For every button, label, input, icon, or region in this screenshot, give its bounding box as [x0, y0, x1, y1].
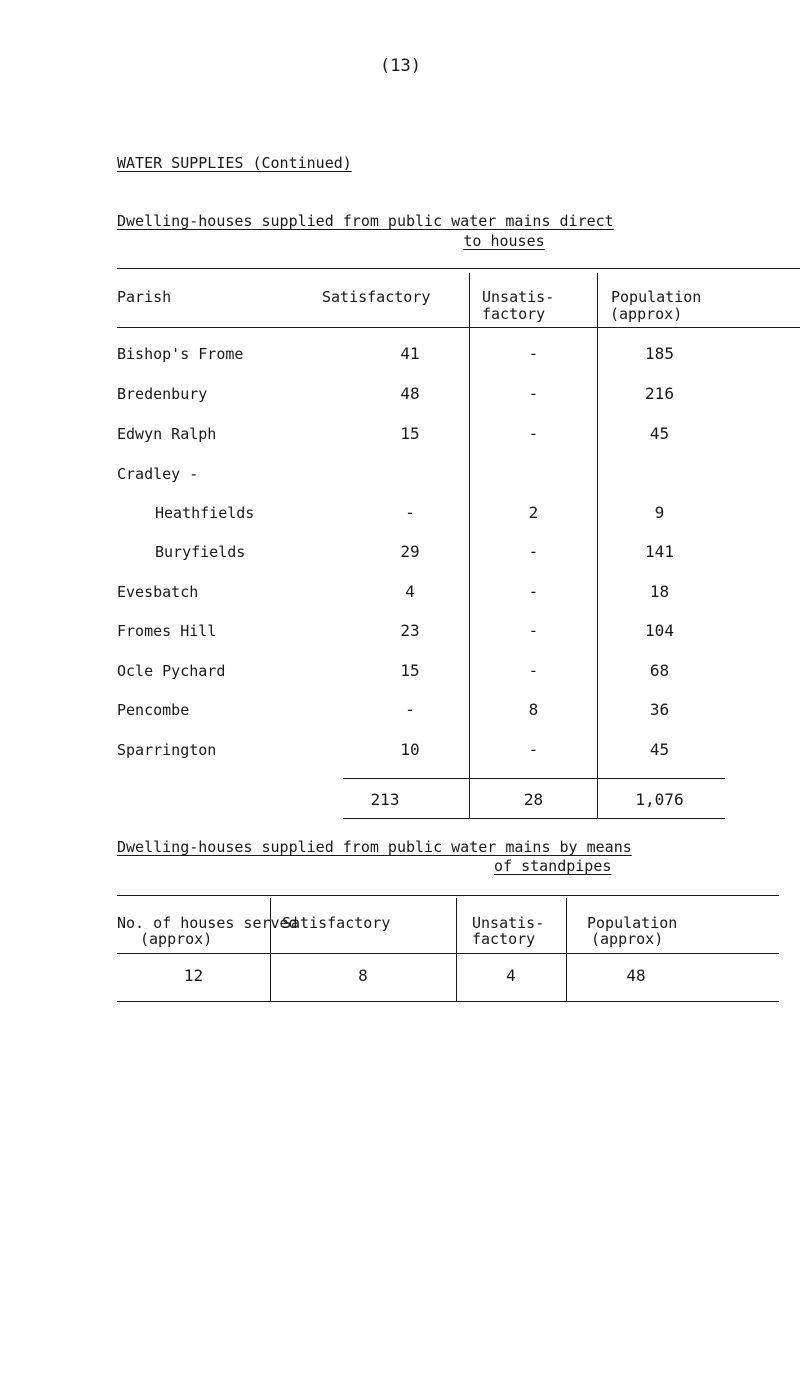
row-satisfactory: -	[405, 700, 415, 719]
row-population: 185	[645, 344, 674, 363]
table1-header-parish: Parish	[117, 288, 172, 306]
table1-top-rule	[117, 268, 800, 269]
row-satisfactory: 15	[400, 424, 420, 443]
table1-header-rule	[117, 327, 800, 328]
row-population: 36	[649, 700, 670, 719]
row-parish: Bredenbury	[117, 385, 208, 403]
row-satisfactory: 29	[400, 542, 420, 561]
table2-header-houses-2: (approx)	[140, 930, 213, 948]
row-unsatisfactory: 2	[528, 503, 539, 522]
row-population: 216	[645, 384, 674, 403]
row-population: 9	[654, 503, 665, 522]
table2-title-line1: Dwelling-houses supplied from public water mains by means	[117, 838, 632, 856]
row-unsatisfactory: -	[528, 740, 539, 759]
row-parish: Bishop's Frome	[117, 345, 244, 363]
row-population: 68	[649, 661, 670, 680]
table1-total-rule-bottom	[343, 818, 725, 819]
table2-header-rule	[117, 953, 779, 954]
table1-header-unsatisfactory-2: factory	[482, 305, 546, 323]
row-houses: 12	[183, 966, 204, 985]
table2-top-rule	[117, 895, 779, 896]
table1-header-population-2: (approx)	[610, 305, 683, 323]
table2-header-unsatisfactory-2: factory	[472, 930, 536, 948]
row-population: 104	[645, 621, 674, 640]
row-population: 48	[626, 966, 646, 985]
row-parish: Cradley -	[117, 465, 199, 483]
table1-header-population-1: Population	[611, 288, 702, 306]
row-satisfactory: 23	[400, 621, 420, 640]
page-number: (13)	[380, 56, 421, 76]
row-unsatisfactory: -	[528, 621, 539, 640]
row-population: 45	[649, 424, 670, 443]
row-unsatisfactory: 8	[528, 700, 539, 719]
row-parish: Sparrington	[117, 741, 217, 759]
row-parish: Fromes Hill	[117, 622, 217, 640]
row-satisfactory: 15	[400, 661, 420, 680]
row-parish: Buryfields	[155, 543, 246, 561]
total-population: 1,076	[635, 790, 684, 809]
table1-total-rule-top	[343, 778, 725, 779]
table2-divider-3	[566, 898, 567, 1002]
row-satisfactory: 4	[405, 582, 415, 601]
total-satisfactory: 213	[370, 790, 400, 809]
row-population: 141	[645, 542, 674, 561]
row-satisfactory: 10	[400, 740, 420, 759]
row-unsatisfactory: -	[528, 384, 539, 403]
row-unsatisfactory: -	[528, 424, 539, 443]
table2-header-unsatisfactory-1: Unsatis-	[472, 914, 545, 932]
table2-bottom-rule	[117, 1001, 779, 1002]
row-population: 45	[649, 740, 670, 759]
row-unsatisfactory: -	[528, 582, 539, 601]
table2-header-population-1: Population	[587, 914, 678, 932]
row-parish: Evesbatch	[117, 583, 199, 601]
table2-header-satisfactory: Satisfactory	[282, 914, 391, 932]
row-unsatisfactory: -	[528, 344, 539, 363]
table2-divider-2	[456, 898, 457, 1002]
row-parish: Heathfields	[155, 504, 255, 522]
total-unsatisfactory: 28	[523, 790, 544, 809]
table1-title-line2: to houses	[463, 232, 545, 250]
row-satisfactory: 41	[400, 344, 420, 363]
table2-header-houses-1: No. of houses served	[117, 914, 298, 932]
table1-header-unsatisfactory-1: Unsatis-	[482, 288, 555, 306]
row-satisfactory: -	[405, 503, 415, 522]
row-parish: Edwyn Ralph	[117, 425, 217, 443]
table2-title-line2: of standpipes	[494, 857, 612, 875]
table2-header-population-2: (approx)	[591, 930, 664, 948]
row-unsatisfactory: -	[528, 542, 539, 561]
row-unsatisfactory: 4	[506, 966, 516, 985]
row-population: 18	[649, 582, 670, 601]
row-parish: Ocle Pychard	[117, 662, 226, 680]
table1-header-satisfactory: Satisfactory	[322, 288, 431, 306]
row-satisfactory: 8	[358, 966, 368, 985]
row-parish: Pencombe	[117, 701, 190, 719]
row-unsatisfactory: -	[528, 661, 539, 680]
table1-title-line1: Dwelling-houses supplied from public water mains direct	[117, 212, 614, 230]
row-satisfactory: 48	[400, 384, 420, 403]
section-title: WATER SUPPLIES (Continued)	[117, 154, 352, 172]
